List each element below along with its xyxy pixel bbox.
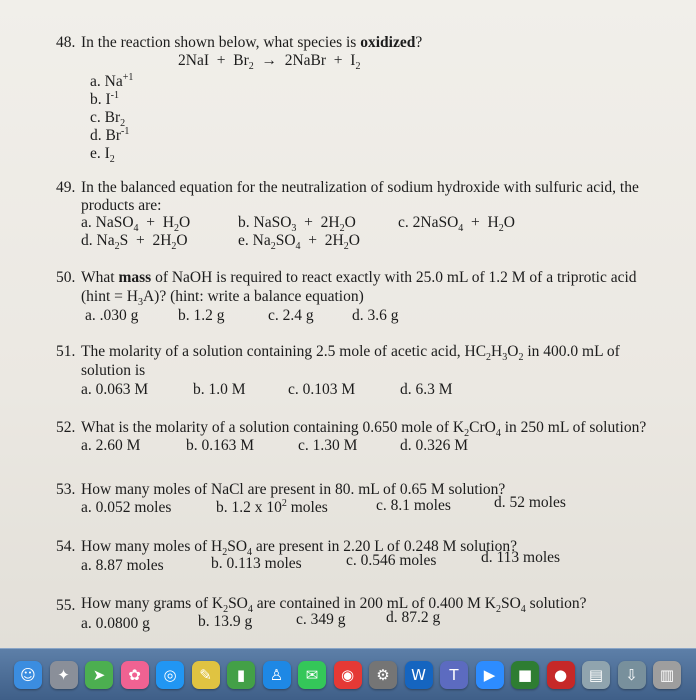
option-a: a. NaSO$_4$ + $H_2O$ [81, 214, 191, 235]
question-text-continued: (hint = $H_3A$)? (hint: write a balance equation) [81, 288, 364, 309]
option-c: c. 0.103 M [288, 381, 356, 398]
question-text: In the balanced equation for the neutralization of sodium hydroxide with sulfuric acid, the [81, 179, 639, 196]
option-c: c. 2NaSO$_4$ + $H_2O$ [398, 214, 515, 235]
finder-icon[interactable]: ☺ [14, 661, 42, 689]
option-a: a. 2.60 M [81, 437, 141, 454]
question-number: 54. [56, 538, 76, 555]
question-text-continued: products are: [81, 197, 162, 214]
question-number: 48. [56, 34, 76, 51]
option-b: b. 1.2 x $10^2$ moles [216, 497, 328, 516]
zoom-icon[interactable]: ▶ [476, 661, 504, 689]
launchpad-icon[interactable]: ✦ [50, 661, 78, 689]
question-text: How many moles of $H_2SO_4$ are present in 2.20 L of 0.248 M solution? [81, 538, 518, 559]
option-c: c. 349 g [296, 611, 346, 628]
option-a: a. $Na^{+1}$ [90, 71, 134, 90]
question-text: What is the molarity of a solution containing 0.650 mole of $K_2CrO_4$ in 250 mL of solution? [81, 419, 647, 440]
facetime-icon[interactable]: ■ [511, 661, 539, 689]
question-number: 52. [56, 419, 76, 436]
option-c: c. 2.4 g [268, 307, 314, 324]
option-d: d. $Br^{-1}$ [90, 125, 130, 144]
option-b: b. 0.113 moles [211, 555, 302, 572]
keynote-icon[interactable]: ♙ [263, 661, 291, 689]
option-d: d. 3.6 g [352, 307, 399, 324]
option-b: b. 1.0 M [193, 381, 246, 398]
reaction-equation: $2NaI + Br_2$ → 2NaBr + $I_2$ [178, 52, 361, 73]
question-number: 50. [56, 269, 76, 286]
option-b: b. 0.163 M [186, 437, 255, 454]
option-a: a. 0.052 moles [81, 499, 172, 516]
numbers-icon[interactable]: ▮ [227, 661, 255, 689]
record-icon[interactable]: ● [547, 661, 575, 689]
question-text: What mass of NaOH is required to react exactly with 25.0 mL of 1.2 M of a triprotic acid [81, 269, 637, 286]
question-number: 55. [56, 597, 76, 614]
option-d: d. 0.326 M [400, 437, 469, 454]
question-number: 49. [56, 179, 76, 196]
option-d: d. 52 moles [494, 494, 566, 511]
question-text: How many grams of $K_2SO_4$ are contained in 200 mL of 0.400 M $K_2SO_4$ solution? [81, 595, 587, 616]
settings-icon[interactable]: ⚙ [369, 661, 397, 689]
question-text: In the reaction shown below, what species is oxidized? [81, 34, 423, 51]
question-number: 51. [56, 343, 76, 360]
photos-icon[interactable]: ✿ [121, 661, 149, 689]
option-d: d. 6.3 M [400, 381, 453, 398]
option-d: d. 113 moles [481, 549, 561, 566]
question-text: How many moles of NaCl are present in 80. mL of 0.65 M solution? [81, 481, 506, 498]
option-c: c. 0.546 moles [346, 552, 437, 569]
option-d: d. 87.2 g [386, 609, 441, 626]
option-c: c. $Br_2$ [90, 109, 126, 130]
safari-icon[interactable]: ◎ [156, 661, 184, 689]
option-c: c. 8.1 moles [376, 497, 451, 514]
question-text-continued: solution is [81, 362, 146, 379]
teams-icon[interactable]: T [440, 661, 468, 689]
folder-icon[interactable]: ▤ [582, 661, 610, 689]
notes-icon[interactable]: ✎ [192, 661, 220, 689]
option-e: e. $Na_2SO_4 + 2H_2O$ [238, 232, 360, 253]
option-c: c. 1.30 M [298, 437, 358, 454]
option-a: a. 0.0800 g [81, 615, 150, 632]
trash-icon[interactable]: ▥ [653, 661, 681, 689]
option-b: b. 13.9 g [198, 613, 253, 630]
option-b: b. 1.2 g [178, 307, 225, 324]
option-d: d. $Na_2S + 2H_2O$ [81, 232, 188, 253]
option-a: a. .030 g [85, 307, 139, 324]
option-a: a. 8.87 moles [81, 557, 164, 574]
downloads-icon[interactable]: ⇩ [618, 661, 646, 689]
question-text: The molarity of a solution containing 2.5 mole of acetic acid, $HC_2H_3O_2$ in 400.0 mL of [81, 343, 620, 364]
option-b: b. $I^{-1}$ [90, 89, 120, 108]
question-number: 53. [56, 481, 76, 498]
option-e: e. $I_2$ [90, 145, 115, 166]
word-icon[interactable]: W [405, 661, 433, 689]
messages-icon[interactable]: ✉ [298, 661, 326, 689]
dock [0, 648, 696, 700]
chrome-icon[interactable]: ◉ [334, 661, 362, 689]
option-a: a. 0.063 M [81, 381, 149, 398]
option-b: b. NaSO$_3$ + $2H_2O$ [238, 214, 356, 235]
maps-icon[interactable]: ➤ [85, 661, 113, 689]
